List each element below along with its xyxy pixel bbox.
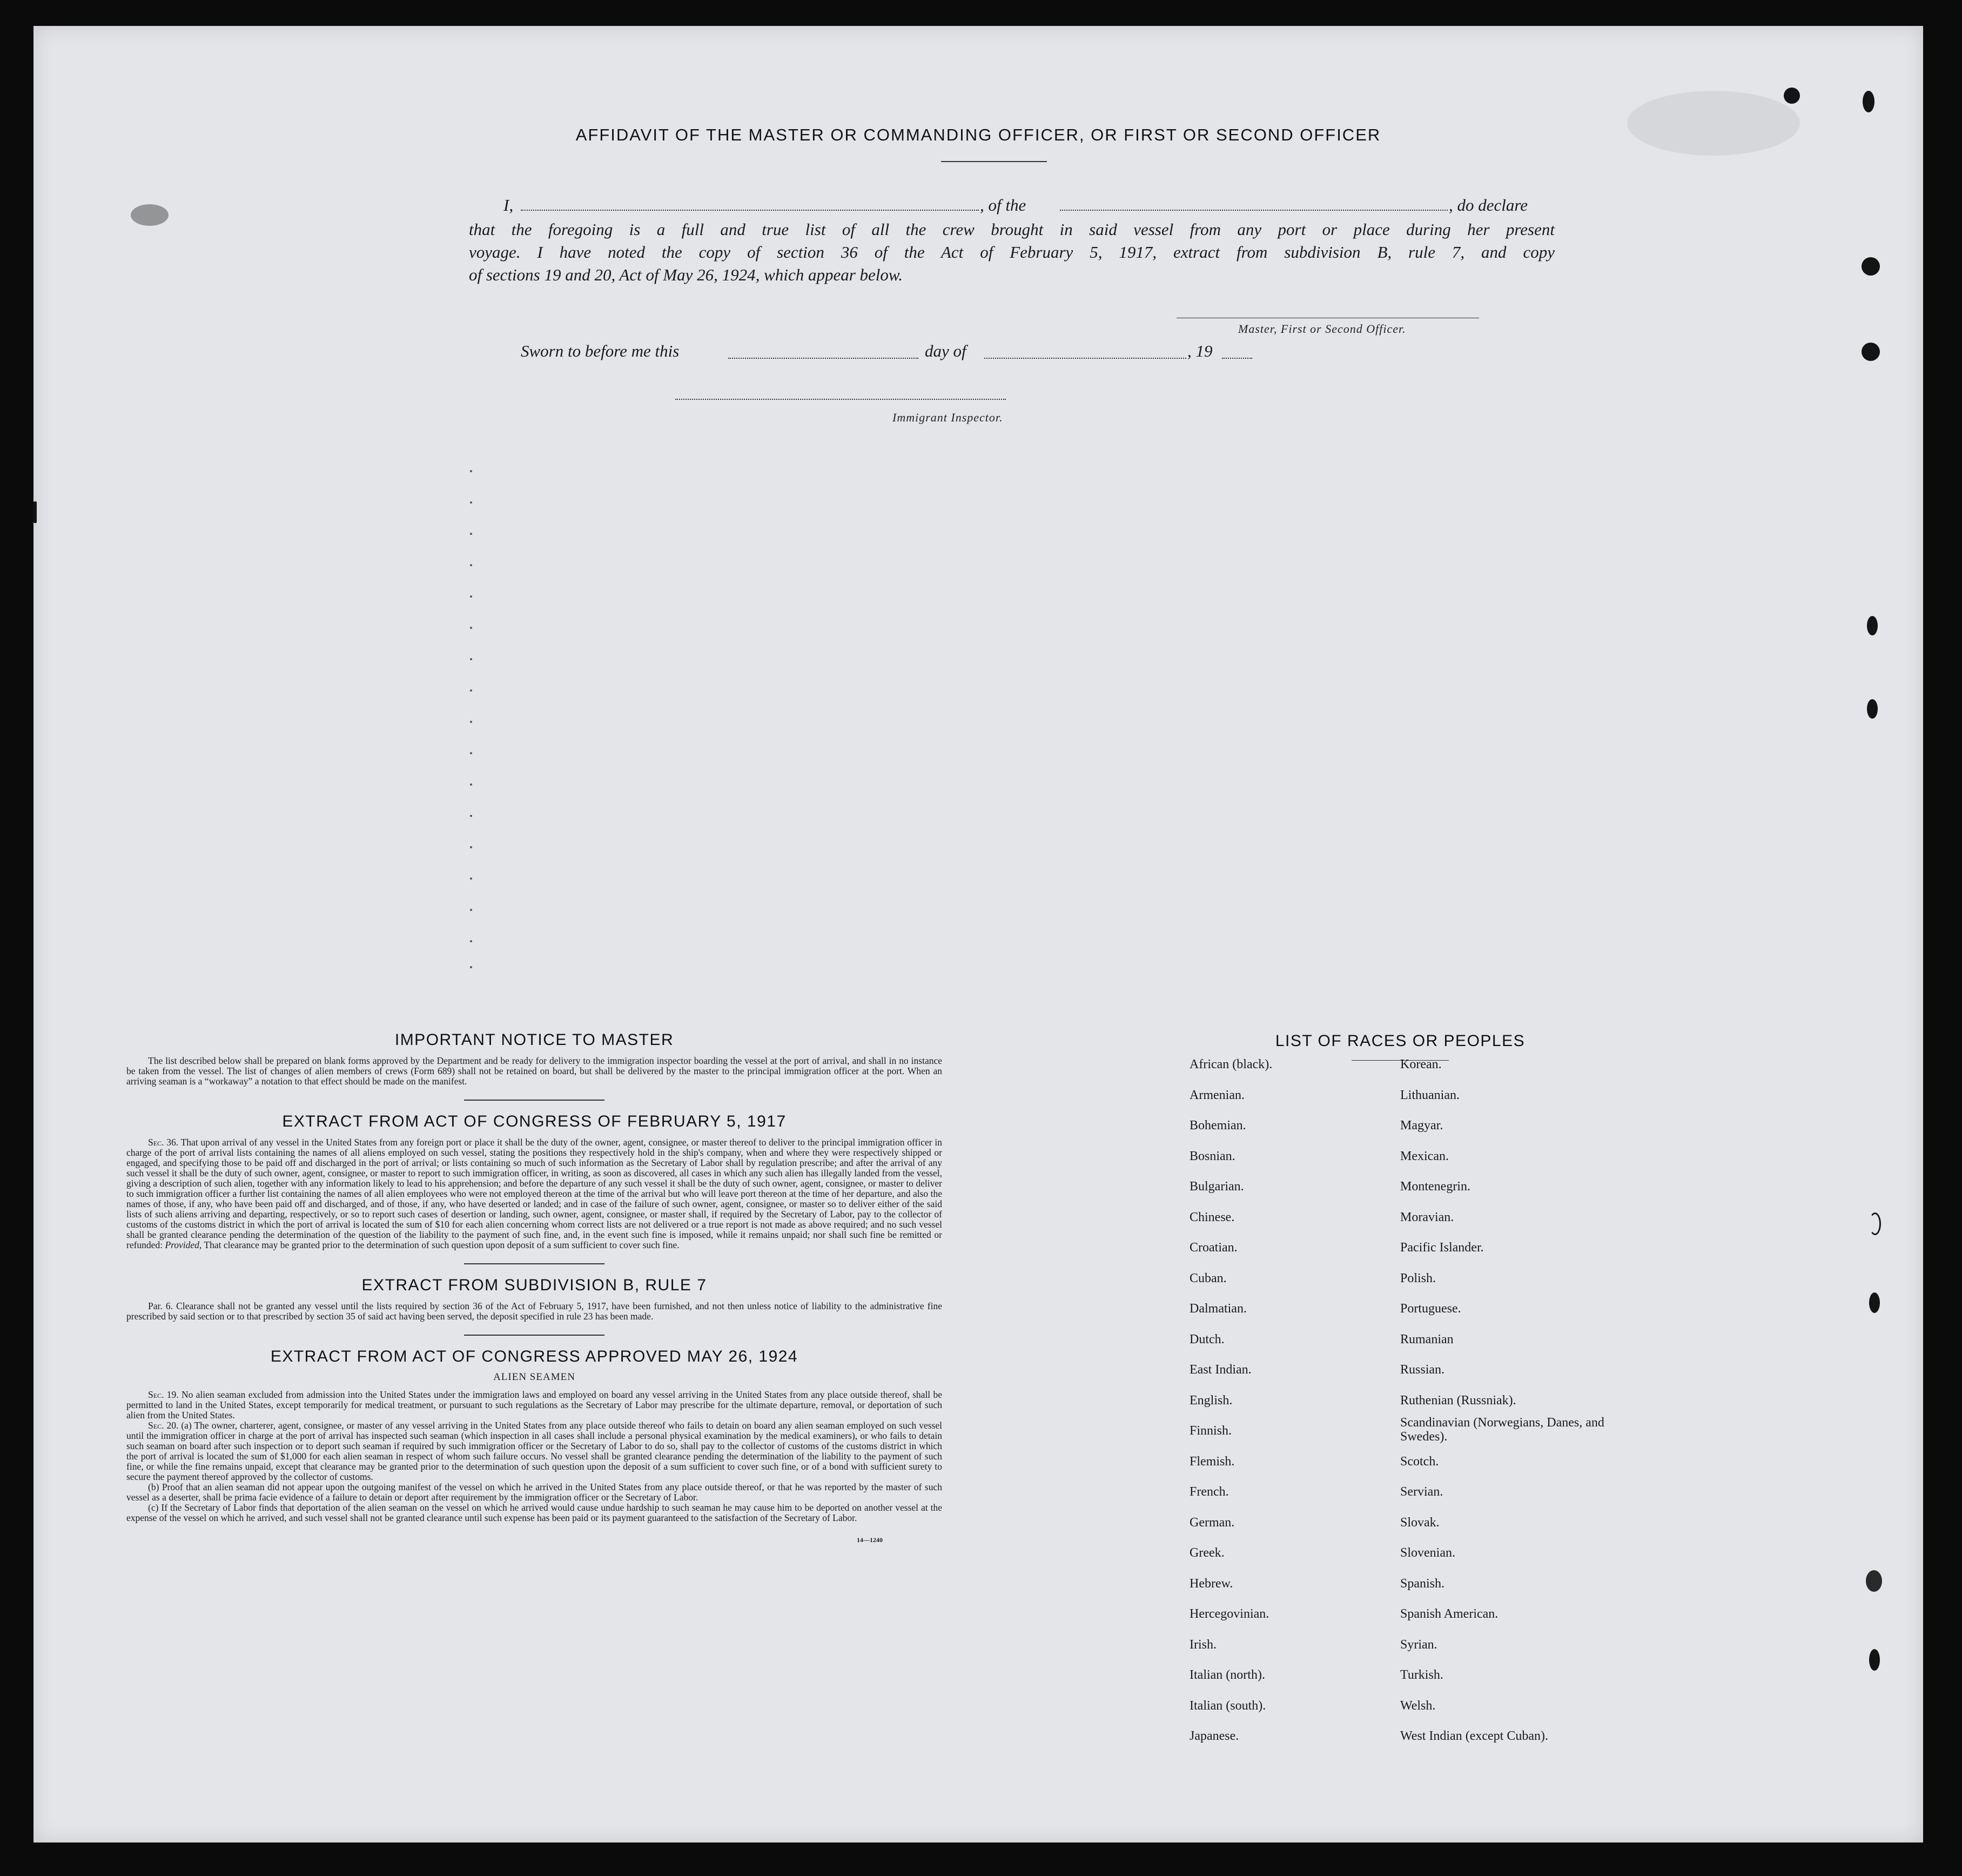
race-item: Scotch. xyxy=(1400,1454,1439,1469)
race-item: Japanese. xyxy=(1190,1729,1239,1743)
extract-rule7-text xyxy=(126,1301,942,1322)
sec-20-label: Sec. 20. xyxy=(148,1420,179,1431)
extract-1917-text xyxy=(126,1137,942,1250)
notice-text xyxy=(126,1056,942,1087)
extract-1924-title: EXTRACT FROM ACT OF CONGRESS APPROVED MAY 26, 1924 xyxy=(270,1348,798,1365)
affidavit-do-declare-label: , do declare xyxy=(1449,196,1528,215)
binder-hole xyxy=(1866,1570,1882,1592)
race-item: Korean. xyxy=(1400,1057,1442,1071)
race-item: Magyar. xyxy=(1400,1118,1443,1133)
dot-mark xyxy=(470,940,472,942)
race-item: Russian. xyxy=(1400,1363,1445,1377)
race-item: Bulgarian. xyxy=(1190,1180,1244,1194)
race-item: Dutch. xyxy=(1190,1332,1225,1346)
affidavit-body-line2: voyage. I have noted the copy of section 36 of the Act of February 5, 1917, extract from subdivision B, rule 7, and copy xyxy=(469,243,1555,262)
day-of-label: day of xyxy=(925,341,966,360)
race-item: Greek. xyxy=(1190,1546,1225,1560)
affidavit-title: AFFIDAVIT OF THE MASTER OR COMMANDING OFFICER, OR FIRST OR SECOND OFFICER xyxy=(575,125,1381,144)
race-item: Slovak. xyxy=(1400,1515,1440,1530)
binder-hole xyxy=(1863,91,1874,112)
sec-20-c-text: (c) If the Secretary of Labor finds that deportation of the alien seaman on the vessel on which he arrived would cause undue hardship to such seaman he may cause him to be deported on another vessel at the expense of the vessel on which he arrived, and such vessel shall not be granted clearance until such expense has been paid or its payment guaranteed to the satisfaction of the Secretary of Labor. xyxy=(126,1502,942,1523)
edge-mark xyxy=(33,501,37,523)
races-title: LIST OF RACES OR PEOPLES xyxy=(1275,1032,1526,1050)
race-item: African (black). xyxy=(1190,1057,1273,1071)
dot-mark xyxy=(470,470,472,472)
smudge xyxy=(1627,91,1800,156)
race-item: Finnish. xyxy=(1190,1424,1232,1438)
race-item: French. xyxy=(1190,1485,1229,1499)
race-item: Bohemian. xyxy=(1190,1118,1246,1133)
binder-hole xyxy=(1862,257,1880,276)
sec-19-label: Sec. 19. xyxy=(148,1389,179,1400)
race-item: Cuban. xyxy=(1190,1271,1227,1285)
race-item: English. xyxy=(1190,1393,1233,1408)
binder-hole xyxy=(1869,1649,1880,1671)
race-item: Mexican. xyxy=(1400,1149,1449,1163)
divider xyxy=(464,1335,604,1336)
race-item: Armenian. xyxy=(1190,1088,1245,1102)
dot-mark xyxy=(470,783,472,786)
sec-19-text: No alien seaman excluded from admission into the United States under the immigration laws and employed on board any vessel arriving in the United States from any place outside thereof, shall be permitted to land in the United States, except temporarily for medical treatment, or pursuant to such regulations as the Secretary of Labor may prescribe for the ultimate departure, removal, or deportation of such alien from the United States. xyxy=(126,1389,942,1421)
rule7-paragraph: Par. 6. Clearance shall not be granted any vessel until the lists required by section 36 of the Act of February 5, 1917, have been furnished, and not then unless notice of liability to the administrative fine prescribed by said section or to that prescribed by section 35 of said act having been served, the deposit specified in rule 23 has been made. xyxy=(126,1301,942,1322)
sec-20-a-text: (a) The owner, charterer, agent, consignee, or master of any vessel arriving in the United States from any place outside thereof who fails to detain on board any alien seaman employed on such vessel until the immigration officer in charge at the port of arrival has inspected such seaman (which inspection in all cases shall include a personal physical examination by the medical examiners), or who fails to detain such seaman on board after such inspection or to deport such seaman if required by such immigration officer or the Secretary of Labor to do so, shall pay to the collector of customs of the customs district in which the port of arrival is located the sum of $1,000 for each alien seaman in respect of whom such failure occurs. No vessel shall be granted clearance pending the determination of the liability to the payment of such fine, or while the fine remains unpaid, except that clearance may be granted prior to the determination of such question upon the deposit of a sum sufficient to cover such fine, or of a bond with sufficient surety to secure the payment thereof approved by the collector of customs. xyxy=(126,1420,942,1482)
dot-mark xyxy=(470,595,472,598)
divider xyxy=(464,1100,604,1101)
binder-hole xyxy=(1867,616,1878,635)
dot-mark xyxy=(470,966,472,968)
dot-mark xyxy=(470,846,472,848)
dot-mark xyxy=(470,909,472,911)
affidavit-i-label: I, xyxy=(503,196,514,215)
sec-20-b-text: (b) Proof that an alien seaman did not appear upon the outgoing manifest of the vessel on which he arrived in the United States from any place outside thereof, or that he was reported by the master of such vessel as a deserter, shall be prima facie evidence of a failure to detain or deport after requirement by the immigration officer or the Secretary of Labor. xyxy=(126,1482,942,1503)
divider xyxy=(464,1263,604,1264)
race-item: Flemish. xyxy=(1190,1454,1235,1469)
binder-hole xyxy=(1869,1212,1881,1235)
dot-mark xyxy=(470,658,472,660)
dot-mark xyxy=(470,564,472,566)
affidavit-body-line1: that the foregoing is a full and true list of all the crew brought in said vessel from any port or place during her present xyxy=(469,220,1555,239)
binder-hole xyxy=(1784,88,1800,104)
name-blank[interactable] xyxy=(521,210,979,211)
race-item: Italian (south). xyxy=(1190,1698,1266,1713)
year-label: , 19 xyxy=(1187,341,1213,360)
title-divider xyxy=(941,161,1047,162)
race-item: Ruthenian (Russniak). xyxy=(1400,1393,1516,1408)
race-item: Servian. xyxy=(1400,1485,1443,1499)
race-item: Polish. xyxy=(1400,1271,1436,1285)
race-item: Montenegrin. xyxy=(1400,1180,1470,1194)
race-item: Rumanian xyxy=(1400,1332,1454,1346)
extract-1924-text xyxy=(126,1390,942,1523)
affidavit-of-the-label: , of the xyxy=(980,196,1026,215)
sworn-year-blank[interactable] xyxy=(1222,358,1252,359)
alien-seamen-subtitle: ALIEN SEAMEN xyxy=(493,1371,575,1383)
dot-mark xyxy=(470,627,472,629)
vessel-blank[interactable] xyxy=(1060,210,1448,211)
races-column-1 xyxy=(1190,1049,1272,1752)
race-item: Hebrew. xyxy=(1190,1576,1233,1591)
extract-1917-title: EXTRACT FROM ACT OF CONGRESS OF FEBRUARY 5, 1917 xyxy=(282,1113,787,1130)
dot-mark xyxy=(470,501,472,504)
races-column-2 xyxy=(1400,1049,1616,1752)
race-item: Turkish. xyxy=(1400,1668,1443,1682)
sworn-label: Sworn to before me this xyxy=(521,341,680,360)
master-caption: Master, First or Second Officer. xyxy=(1238,322,1406,336)
dot-mark xyxy=(470,815,472,817)
race-item: Bosnian. xyxy=(1190,1149,1235,1163)
race-item: Moravian. xyxy=(1400,1210,1454,1224)
race-item: Pacific Islander. xyxy=(1400,1241,1484,1255)
race-item: Dalmatian. xyxy=(1190,1302,1247,1316)
extract-rule7-title: EXTRACT FROM SUBDIVISION B, RULE 7 xyxy=(361,1276,707,1294)
sec-36-text-b: That clearance may be granted prior to the determination of such question upon deposit of a sum sufficient to cover such fine. xyxy=(204,1240,680,1250)
notice-title: IMPORTANT NOTICE TO MASTER xyxy=(394,1031,674,1049)
race-item: Portuguese. xyxy=(1400,1302,1461,1316)
race-item: East Indian. xyxy=(1190,1363,1252,1377)
inspector-caption: Immigrant Inspector. xyxy=(892,411,1003,424)
sec-36-text-a: That upon arrival of any vessel in the United States from any foreign port or place it shall be the duty of the owner, agent, consignee, or master thereof to deliver to the principal immigration officer in charge of the port of arrival lists containing the names of all aliens employed on such vessel, stating the positions they respectively hold in the ship's company, when and where they were respectively shipped or engaged, and specifying those to be paid off and discharged in the port of arrival; or lists containing so much of such information as the Secretary of Labor shall by regulation prescribe; and after the arrival of any such vessel it shall be the duty of such owner, agent, consignee, or master to report to such immigration officer, in writing, as soon as discovered, all cases in which any such alien has illegally landed from the vessel, giving a description of such alien, together with any information likely to lead to his apprehension; and before the departure of any such vessel it shall be the duty of such owner, agent, consignee, or master to deliver to such immigration officer a further list containing the names of all alien employees who were not employed thereon at the time of the arrival but who will leave port thereon at the time of her departure, and also the names of those, if any, who have been paid off and discharged, and of those, if any, who have deserted or landed; and in case of the failure of such owner, agent, consignee, or master so to deliver either of the said lists of such aliens arriving and departing, respectively, or so to report such cases of desertion or landing, such owner, agent, consignee, or master shall, if required by the Secretary of Labor, pay to the collector of customs of the customs district in which the port of arrival is located the sum of $10 for each alien concerning whom correct lists are not delivered or a true report is not made as above required; and no such vessel shall be granted clearance pending the determination of the question of the liability to the payment of such fine, and, in the event such fine is imposed, while it remains unpaid; nor shall such fine be remitted or refunded: xyxy=(126,1137,942,1250)
sec-36-label: Sec. 36. xyxy=(148,1137,179,1148)
dot-mark xyxy=(470,689,472,692)
sworn-day-blank[interactable] xyxy=(728,358,918,359)
binder-hole xyxy=(1867,699,1878,719)
race-item: West Indian (except Cuban). xyxy=(1400,1729,1548,1743)
sworn-month-blank[interactable] xyxy=(984,358,1186,359)
left-column xyxy=(126,1031,942,1544)
affidavit-body-line3: of sections 19 and 20, Act of May 26, 1924, which appear below. xyxy=(469,265,903,284)
race-item: Welsh. xyxy=(1400,1698,1436,1713)
race-item: Slovenian. xyxy=(1400,1546,1455,1560)
race-item: Spanish. xyxy=(1400,1576,1445,1591)
race-item: Lithuanian. xyxy=(1400,1088,1460,1102)
notice-paragraph: The list described below shall be prepared on blank forms approved by the Department and be ready for delivery to the immigration inspector boarding the vessel at the port of arrival, and shall in no instance be taken from the vessel. The list of changes of alien members of crews (Form 689) shall not be retained on board, but shall be delivered by the master to the principal immigration officer at the port. When an arriving seaman is a “workaway” a notation to that effect should be made on the manifest. xyxy=(126,1055,942,1087)
dot-mark xyxy=(470,877,472,880)
race-item: Irish. xyxy=(1190,1637,1217,1652)
race-item: Scandinavian (Norwegians, Danes, and Swedes). xyxy=(1400,1416,1604,1444)
inspector-signature-line[interactable] xyxy=(675,399,1006,400)
race-item: Croatian. xyxy=(1190,1241,1238,1255)
provided-label: Provided, xyxy=(165,1240,202,1250)
ink-mark xyxy=(131,204,169,226)
binder-hole xyxy=(1869,1292,1880,1313)
race-item: Chinese. xyxy=(1190,1210,1235,1224)
form-number: 14—1240 xyxy=(857,1536,883,1544)
race-item: Syrian. xyxy=(1400,1637,1437,1652)
race-item: German. xyxy=(1190,1515,1235,1530)
binder-hole xyxy=(1862,343,1880,361)
race-item: Italian (north). xyxy=(1190,1668,1265,1682)
dot-mark xyxy=(470,721,472,723)
race-item: Spanish American. xyxy=(1400,1607,1499,1621)
dot-mark xyxy=(470,533,472,535)
document-page xyxy=(33,26,1923,1842)
dot-mark xyxy=(470,752,472,754)
race-item: Hercegovinian. xyxy=(1190,1607,1269,1621)
